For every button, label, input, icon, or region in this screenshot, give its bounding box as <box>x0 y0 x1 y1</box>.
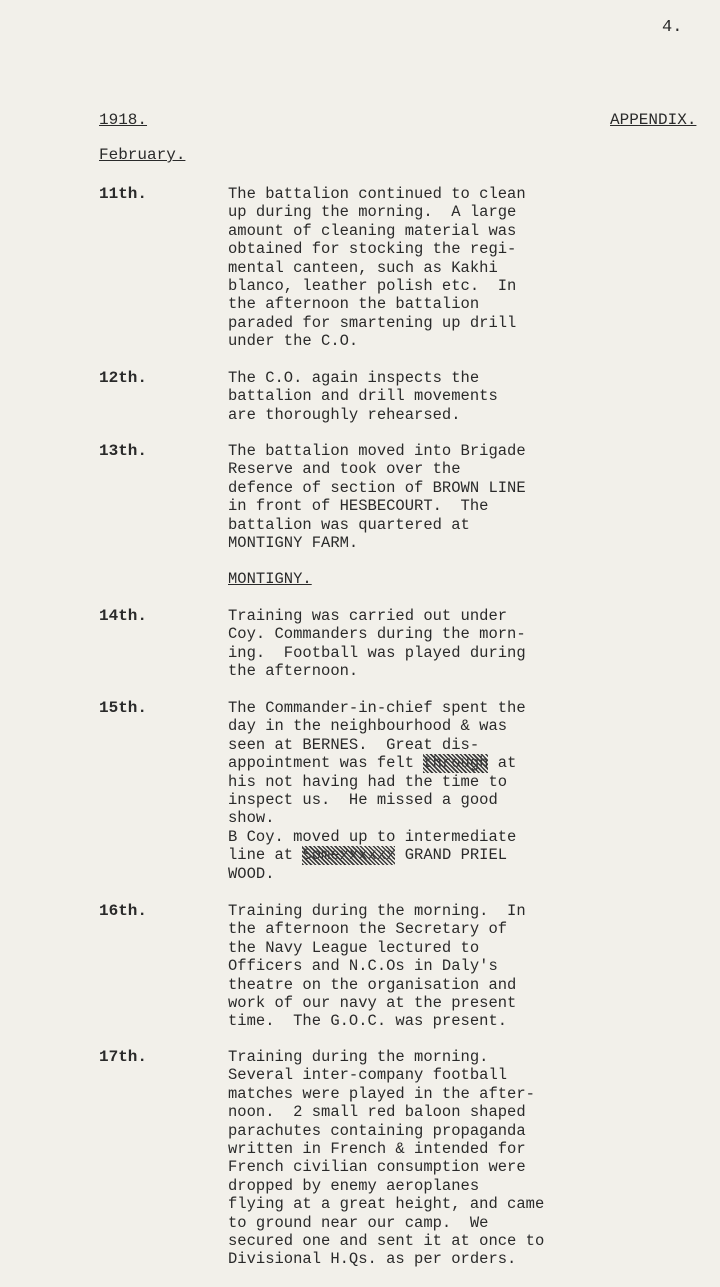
text-line: Officers and N.C.Os in Daly's <box>228 957 498 976</box>
text-line: seen at BERNES. Great dis- <box>228 735 480 754</box>
text-line: matches were played in the after- <box>228 1084 535 1103</box>
text-line: The battalion moved into Brigade <box>228 442 526 460</box>
text-line: French civilian consumption were <box>228 1158 526 1177</box>
text-line: the afternoon the Secretary of <box>228 920 508 939</box>
appendix-heading: APPENDIX. <box>610 111 697 129</box>
entry-date-14th: 14th. <box>99 607 148 625</box>
text-line: inspect us. He missed a good <box>228 791 498 810</box>
text-line: written in French & intended for <box>228 1140 526 1159</box>
text-line: the Navy League lectured to <box>228 938 480 957</box>
text-line: theatre on the organisation and <box>228 975 517 994</box>
entry-text-11th <box>228 185 608 351</box>
text-line: The Commander-in-chief spent the <box>228 699 526 717</box>
text-line: the afternoon. <box>228 662 359 681</box>
struck-word: through <box>423 754 489 773</box>
text-line: mental canteen, such as Kakhi <box>228 258 498 277</box>
text-line: battalion was quartered at <box>228 515 470 534</box>
struck-word: Somexxxxxx <box>302 846 396 865</box>
text-line: day in the neighbourhood & was <box>228 717 508 736</box>
location-heading: MONTIGNY. <box>228 570 312 588</box>
month-heading: February. <box>99 146 186 164</box>
entry-date-16th: 16th. <box>99 902 148 920</box>
entry-date-12th: 12th. <box>99 369 148 387</box>
text-line: are thoroughly rehearsed. <box>228 405 461 424</box>
text-segment: GRAND PRIEL <box>395 846 508 865</box>
text-line: Reserve and took over the <box>228 460 461 479</box>
text-line: parachutes containing propaganda <box>228 1121 526 1140</box>
text-line: defence of section of BROWN LINE <box>228 478 526 497</box>
entry-text-16th <box>228 902 608 1031</box>
text-line-with-strike <box>228 846 608 864</box>
text-line: secured one and sent it at once to <box>228 1232 545 1251</box>
text-line: paraded for smartening up drill <box>228 313 517 332</box>
entry-text-17th <box>228 1048 608 1269</box>
text-line: Coy. Commanders during the morn- <box>228 625 526 644</box>
entry-text-13th <box>228 442 608 552</box>
text-line: work of our navy at the present <box>228 994 517 1013</box>
text-line: noon. 2 small red baloon shaped <box>228 1103 526 1122</box>
entry-date-11th: 11th. <box>99 185 148 203</box>
text-line: in front of HESBECOURT. The <box>228 497 489 516</box>
text-line: time. The G.O.C. was present. <box>228 1012 508 1031</box>
text-line: ing. Football was played during <box>228 643 526 662</box>
text-line: amount of cleaning material was <box>228 221 517 240</box>
text-line: show. <box>228 809 275 828</box>
text-segment: appointment was felt <box>228 754 415 773</box>
entry-date-15th: 15th. <box>99 699 148 717</box>
text-line: blanco, leather polish etc. In <box>228 277 517 296</box>
text-line: Training during the morning. In <box>228 902 526 920</box>
text-line: MONTIGNY FARM. <box>228 534 359 553</box>
text-line: under the C.O. <box>228 332 359 351</box>
text-line: B Coy. moved up to intermediate <box>228 827 517 846</box>
text-line: Divisional H.Qs. as per orders. <box>228 1250 517 1269</box>
text-line: Several inter-company football <box>228 1066 508 1085</box>
text-line-with-strike <box>228 754 608 772</box>
entry-text-14th <box>228 607 608 681</box>
entry-text-12th <box>228 369 608 424</box>
entry-date-17th: 17th. <box>99 1048 148 1066</box>
text-line: battalion and drill movements <box>228 387 498 406</box>
text-line: the afternoon the battalion <box>228 295 480 314</box>
text-line: up during the morning. A large <box>228 203 517 222</box>
text-line: The battalion continued to clean <box>228 185 526 203</box>
text-line: his not having had the time to <box>228 772 508 791</box>
year-heading: 1918. <box>99 111 148 129</box>
text-segment: at <box>488 754 517 773</box>
text-line: The C.O. again inspects the <box>228 369 480 387</box>
text-line: Training was carried out under <box>228 607 508 625</box>
entry-date-13th: 13th. <box>99 442 148 460</box>
page-number: 4. <box>662 18 683 37</box>
text-line: Training during the morning. <box>228 1048 489 1066</box>
text-line: obtained for stocking the regi- <box>228 240 517 259</box>
text-line: dropped by enemy aeroplanes <box>228 1176 480 1195</box>
text-line: to ground near our camp. We <box>228 1213 489 1232</box>
entry-text-15th <box>228 699 608 883</box>
text-line: WOOD. <box>228 864 275 883</box>
text-segment: line at <box>228 846 294 865</box>
text-line: flying at a great height, and came <box>228 1195 545 1214</box>
